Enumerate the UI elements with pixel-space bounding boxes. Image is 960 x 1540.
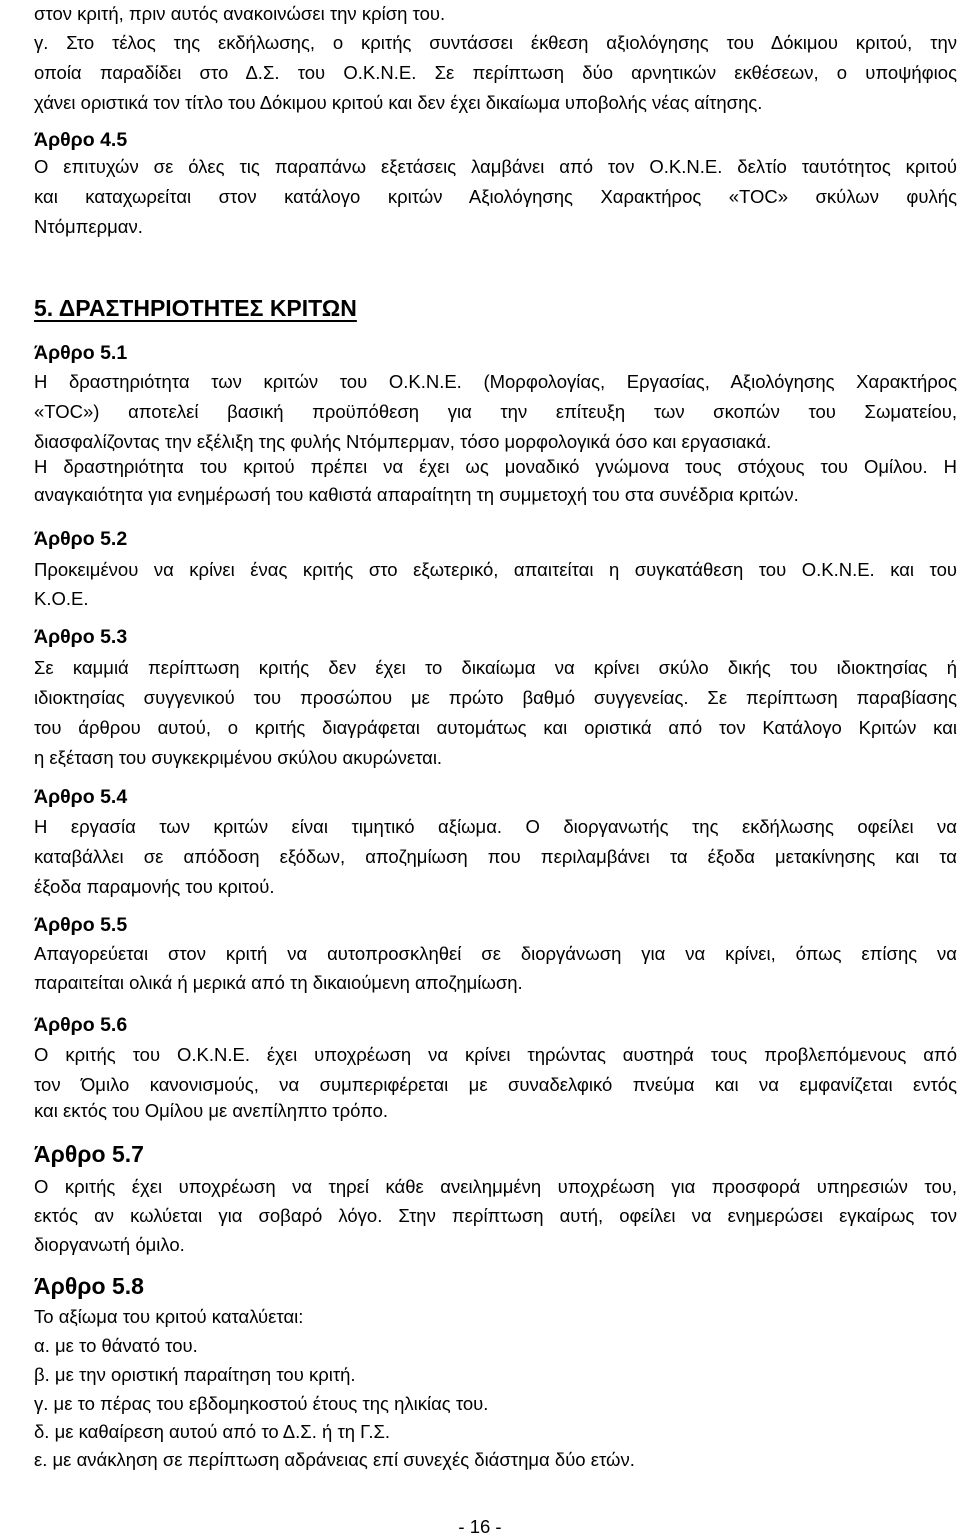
text-line: Το αξίωμα του κριτού καταλύεται: xyxy=(34,1306,304,1327)
text-line: ιδιοκτησίας συγγενικού του προσώπου με πρώτο βαθμό συγγενείας. Σε περίπτωση παραβίασης xyxy=(34,687,957,708)
page-number: - 16 - xyxy=(458,1516,502,1537)
text-line: Προκειμένου να κρίνει ένας κριτής στο εξωτερικό, απαιτείται η συγκατάθεση του Ο.Κ.Ν.Ε. και του xyxy=(34,559,957,580)
list-item: γ. με το πέρας του εβδομηκοστού έτους της ηλικίας του. xyxy=(34,1393,489,1414)
text-line: «ΤΟC») αποτελεί βασική προϋπόθεση για την επίτευξη των σκοπών του Σωματείου, xyxy=(34,401,957,422)
text-line: διασφαλίζοντας την εξέλιξη της φυλής Ντόμπερμαν, τόσο μορφολογικά όσο και εργασιακά. xyxy=(34,431,772,452)
text-line: Η δραστηριότητα του κριτού πρέπει να έχει ως μοναδικό γνώμονα τους στόχους του Ομίλου. Η xyxy=(34,456,957,477)
text-line: Ο επιτυχών σε όλες τις παραπάνω εξετάσεις λαμβάνει από τον Ο.Κ.Ν.Ε. δελτίο ταυτότητος κριτού xyxy=(34,156,957,177)
text-line: εκτός αν κωλύεται για σοβαρό λόγο. Στην περίπτωση αυτή, οφείλει να ενημερώσει εγκαίρως τον xyxy=(34,1205,957,1226)
article-heading: Άρθρο 5.6 xyxy=(34,1014,128,1036)
list-item: α. με το θάνατό του. xyxy=(34,1335,198,1356)
text-line: Ο κριτής έχει υποχρέωση να τηρεί κάθε ανειλημμένη υποχρέωση για προσφορά υπηρεσιών του, xyxy=(34,1176,957,1197)
article-heading: Άρθρο 5.7 xyxy=(34,1141,144,1167)
list-item: β. με την οριστική παραίτηση του κριτή. xyxy=(34,1364,356,1385)
text-line: οποία παραδίδει στο Δ.Σ. του Ο.Κ.Ν.Ε. Σε περίπτωση δύο αρνητικών εκθέσεων, ο υποψήφιος xyxy=(34,62,957,83)
article-heading: Άρθρο 5.2 xyxy=(34,528,128,550)
text-line: διοργανωτή όμιλο. xyxy=(34,1234,185,1255)
text-line: του άρθρου αυτού, ο κριτής διαγράφεται αυτομάτως και οριστικά από τον Κατάλογο Κριτών και xyxy=(34,717,957,738)
text-line: παραιτείται ολικά ή μερικά από τη δικαιούμενη αποζημίωση. xyxy=(34,972,523,993)
text-line: Κ.Ο.Ε. xyxy=(34,588,89,609)
article-heading: Άρθρο 5.3 xyxy=(34,626,128,648)
text-line: και εκτός του Ομίλου με ανεπίληπτο τρόπο. xyxy=(34,1100,389,1121)
article-heading: Άρθρο 4.5 xyxy=(34,129,128,151)
text-line: καταβάλλει σε απόδοση εξόδων, αποζημίωση που περιλαμβάνει τα έξοδα μετακίνησης και τα xyxy=(34,846,957,867)
text-line: αναγκαιότητα για ενημέρωσή του καθιστά απαραίτητη τη συμμετοχή του στα συνέδρια κριτών. xyxy=(34,484,799,505)
text-line: στον κριτή, πριν αυτός ανακοινώσει την κρίση του. xyxy=(34,3,446,24)
text-line: Η εργασία των κριτών είναι τιμητικό αξίωμα. Ο διοργανωτής της εκδήλωσης οφείλει να xyxy=(34,816,957,837)
text-line: Απαγορεύεται στον κριτή να αυτοπροσκληθεί σε διοργάνωση για να κρίνει, όπως επίσης να xyxy=(34,943,957,964)
text-line: Σε καμμιά περίπτωση κριτής δεν έχει το δικαίωμα να κρίνει σκύλο δικής του ιδιοκτησίας ή xyxy=(34,657,957,678)
text-line: και καταχωρείται στον κατάλογο κριτών Αξιολόγησης Χαρακτήρος «ΤΟC» σκύλων φυλής xyxy=(34,186,957,207)
text-line: έξοδα παραμονής του κριτού. xyxy=(34,876,275,897)
text-line: Ο κριτής του Ο.Κ.Ν.Ε. έχει υποχρέωση να κρίνει τηρώντας αυστηρά τους προβλεπόμενους από xyxy=(34,1044,957,1065)
text-line: τον Όμιλο κανονισμούς, να συμπεριφέρεται με συναδελφικό πνεύμα και να εμφανίζεται εντός xyxy=(34,1074,957,1095)
article-heading: Άρθρο 5.4 xyxy=(34,786,128,808)
article-heading: Άρθρο 5.8 xyxy=(34,1273,144,1299)
text-line: γ. Στο τέλος της εκδήλωσης, ο κριτής συντάσσει έκθεση αξιολόγησης του Δόκιμου κριτού, την xyxy=(34,32,957,53)
list-item: ε. με ανάκληση σε περίπτωση αδράνειας επί συνεχές διάστημα δύο ετών. xyxy=(34,1449,635,1470)
text-line: Ντόμπερμαν. xyxy=(34,216,143,237)
section-title: 5. ΔΡΑΣΤΗΡΙΟΤΗΤΕΣ ΚΡΙΤΩΝ xyxy=(34,295,357,321)
text-line: η εξέταση του συγκεκριμένου σκύλου ακυρώνεται. xyxy=(34,747,443,768)
text-line: Η δραστηριότητα των κριτών του Ο.Κ.Ν.Ε. (Μορφολογίας, Εργασίας, Αξιολόγησης Χαρακτήρος xyxy=(34,371,957,392)
article-heading: Άρθρο 5.1 xyxy=(34,342,128,364)
text-line: χάνει οριστικά τον τίτλο του Δόκιμου κριτού και δεν έχει δικαίωμα υποβολής νέας αίτησης. xyxy=(34,92,763,113)
article-heading: Άρθρο 5.5 xyxy=(34,914,128,936)
list-item: δ. με καθαίρεση αυτού από το Δ.Σ. ή τη Γ.Σ. xyxy=(34,1421,391,1442)
